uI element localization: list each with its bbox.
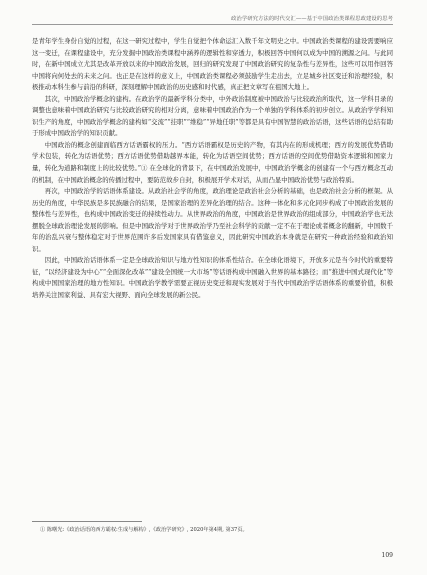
paragraph: 再次，中国政治学的话语体系建设。从政治社会学的角度，政治理论是政治社会分析的基础，也是政治社会分析的框架。从历史的角度，中华民族是多民族融合的结果，是国家治理的差异化治理的结合。这种一体化和多元化同步构成了中国政治发展的整体性与差异性，也构成中国政治变迁的持续性动力。从世界政治的角度，中国政治是世界政治的组成部分，中国政治学也无法摆脱全球政治理论发展的影响。但是中国政治学对于世界政治学乃至社会科学的贡献一定不在于理论或者概念的翻新，中国数千年的治乱兴衰与整体稳定对于世界范围许多后发国家具有借鉴意义，因此研究中国政治本身就是在研究一种政治经验和政治知识。 <box>32 187 393 253</box>
paragraph: 其次，中国政治学概念的建构。在政治学的最新学科分类中，中外政治制度被中国政治与比较政治所取代，这一学科目录的调整也意味着中国政治研究与比较政治研究的相对分离，意味着中国政治作为一个单独的学科体系的初步创立。从政治学学科知识生产的角度，中国政治学概念的建构如“交流”“挂职”“维稳”“异地任职”等都是具有中国智慧的政治话语，这些话语的总结有助于形成中国政治学的知识贡献。 <box>32 94 393 138</box>
footnote-marker: ① <box>40 527 46 533</box>
footnote-divider <box>32 521 142 522</box>
paragraph: 中国政治的概念创建面临西方话语霸权的压力。“西方话语霸权是历史的产物，有其内在的形成机理；西方的发展优势借助学术包装，转化为话语优势；西方话语优势借助越界本能，转化为话语空间优势；西方话语的空间优势借助资本逻辑和国家力量，转化为道路和制度上的比较优势。”① 在全球化的背景下，在中国政治发展中，中国政治学概念的创建有一个与西方概念互动的机制，在中国政治概念的传播过程中，要防范故步自封，积极展开学术对话，从而凸显中国政治优势与政治特质。 <box>32 140 393 184</box>
paragraph: 因此，中国政治话语体系一定是全球政治知识与地方性知识的体系性结合。在全球化语境下，开放多元是当今时代的重要特征，“以经济建设为中心”“全面深化改革”“建设全国统一大市场”等话语构成中国融入世界的基本路径；而“推进中国式现代化”等构成中国国家治理的地方性知识。中国政治学教学需要正视历史变迁和现实发展对于当代中国政治学话语体系的重要价值，积极培养关注国家利益、具有宏大视野、面向全球发展的新公民。 <box>32 256 393 300</box>
paragraph: 是青年学生身份自觉的过程，在这一研究过程中，学生自觉把个体命运汇入数千年文明史之中。中国政治类课程的建设需要响应这一变迁，在课程建设中，充分发掘中国政治类课程中涵养的逻辑性和穿透力，积极回答中国何以成为中国的溯源之问。与此同时，在新中国成立尤其是改革开放以来的中国政治发展，回归的研究发现了中国政治研究的复杂性与差异性，这些可以用作回答中国将向何处去的未来之问。也正是在这样的意义上，中国政治类课程必须鼓励学生走出去，立足城乡社区变迁和治理经验，积极推动本科生参与前沿的科研，深刻理解中国政治的历史感和时代感，真正把文章写在祖国大地上。 <box>32 37 393 92</box>
footnote <box>40 526 393 533</box>
header-divider <box>32 24 393 25</box>
page-number: 109 <box>381 552 393 559</box>
running-header: 政治学研究方法的时代交汇——基于中国政治类课程思政建设的思考 <box>231 16 393 22</box>
main-text <box>32 36 393 302</box>
footnote-text: 陈曙光:《政治话语的西方霸权:生成与解构》,《政治学研究》, 2020年第4期, 第37页。 <box>46 527 248 533</box>
